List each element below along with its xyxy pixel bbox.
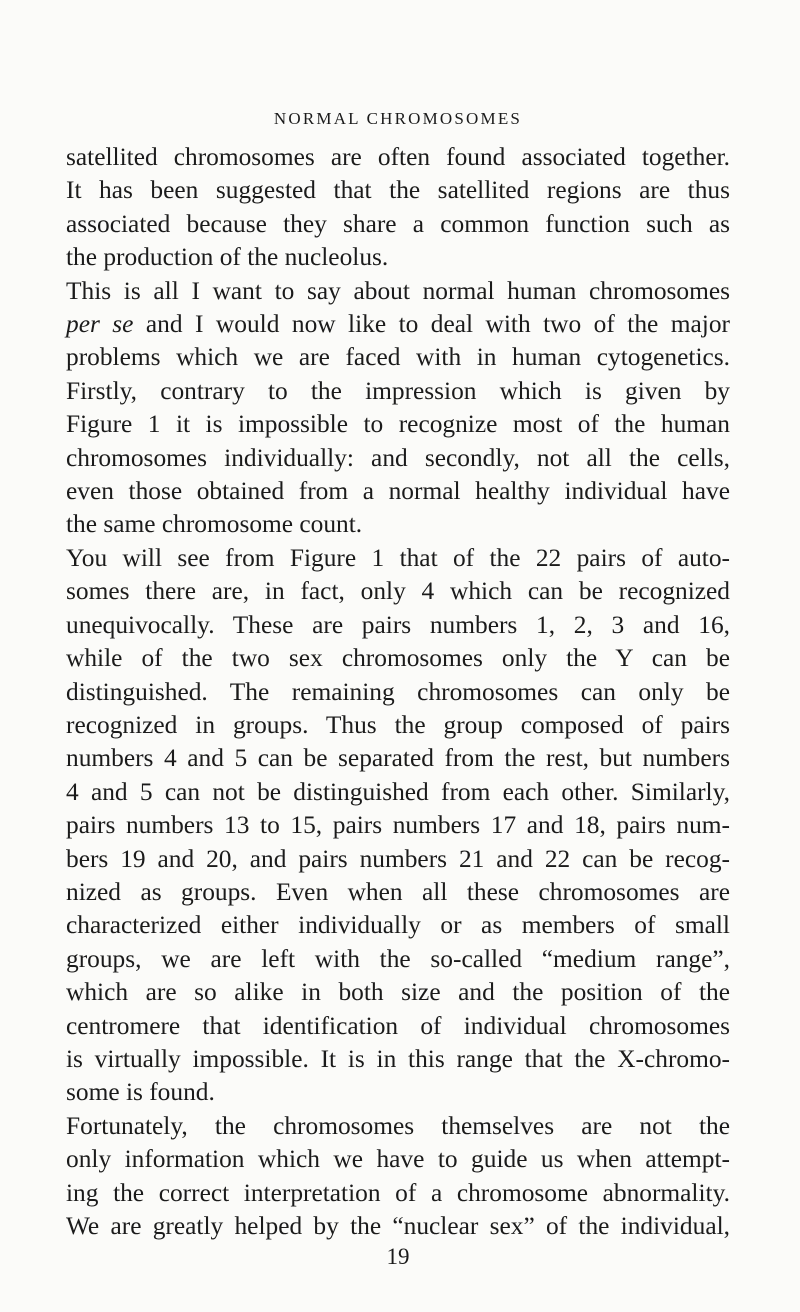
- text-line: only information which we have to guide us when attempt-: [66, 1145, 730, 1174]
- text-line: Fortunately, the chromosomes themselves are not the: [66, 1111, 730, 1140]
- body-text: [66, 141, 730, 1243]
- text-line: Figure 1 it is impossible to recognize most of the human: [66, 410, 730, 439]
- text-line: problems which we are faced with in human cytogenetics.: [66, 343, 730, 372]
- text-line: is virtually impossible. It is in this range that the X-chromo-: [66, 1044, 730, 1073]
- text-line: which are so alike in both size and the position of the: [66, 978, 730, 1007]
- text-line: somes there are, in fact, only 4 which can be recognized: [66, 577, 730, 606]
- text-line-rest: and I would now like to deal with two of the major: [133, 310, 730, 339]
- text-line: the same chromosome count.: [66, 510, 363, 539]
- text-line: Firstly, contrary to the impression which is given by: [66, 376, 730, 405]
- text-line: This is all I want to say about normal human chromosomes: [66, 276, 730, 305]
- text-line: groups, we are left with the so-called “medium range”,: [66, 944, 730, 973]
- text-line: You will see from Figure 1 that of the 22 pairs of auto-: [66, 543, 730, 572]
- running-head: NORMAL CHROMOSOMES: [273, 109, 523, 128]
- text-line: characterized either individually or as members of small: [66, 911, 730, 940]
- text-line: associated because they share a common function such as: [66, 209, 730, 238]
- text-line: satellited chromosomes are often found associated together.: [66, 143, 730, 171]
- italic-phrase: per se: [66, 310, 134, 339]
- page-number: 19: [386, 1244, 410, 1269]
- text-line: numbers 4 and 5 can be separated from the rest, but numbers: [66, 744, 730, 773]
- text-line: ing the correct interpretation of a chromosome abnormality.: [66, 1178, 730, 1207]
- text-line: while of the two sex chromosomes only the Y can be: [66, 644, 730, 673]
- text-line: We are greatly helped by the “nuclear sex” of the individual,: [66, 1212, 730, 1240]
- text-line: centromere that identification of individual chromosomes: [66, 1011, 730, 1040]
- text-line: It has been suggested that the satellited regions are thus: [66, 176, 730, 205]
- text-line: 4 and 5 can not be distinguished from each other. Similarly,: [66, 777, 730, 806]
- text-line: [66, 308, 730, 341]
- text-line: distinguished. The remaining chromosomes can only be: [66, 677, 730, 706]
- text-line: pairs numbers 13 to 15, pairs numbers 17 and 18, pairs num-: [66, 811, 730, 840]
- text-line: nized as groups. Even when all these chromosomes are: [66, 877, 730, 906]
- text-line: chromosomes individually: and secondly, not all the cells,: [66, 443, 730, 472]
- text-line: recognized in groups. Thus the group composed of pairs: [66, 710, 730, 739]
- text-line: unequivocally. These are pairs numbers 1, 2, 3 and 16,: [66, 610, 730, 639]
- text-line: the production of the nucleolus.: [66, 243, 389, 272]
- text-line: some is found.: [66, 1078, 215, 1107]
- book-page: [66, 0, 730, 1312]
- text-line: even those obtained from a normal healthy individual have: [66, 477, 730, 506]
- text-line: bers 19 and 20, and pairs numbers 21 and 22 can be recog-: [66, 844, 730, 873]
